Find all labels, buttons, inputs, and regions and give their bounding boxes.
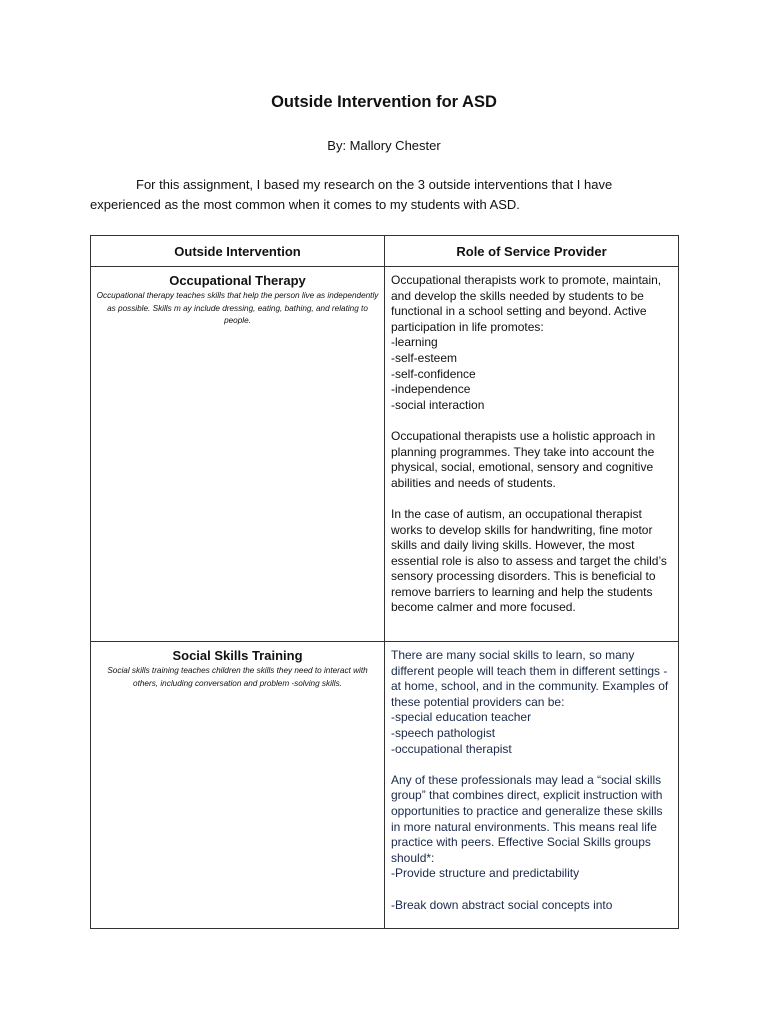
role-list-item: -Provide structure and predictability	[391, 866, 580, 881]
role-text: Occupational therapists use a holistic approach in planning programmes. They take into account the physical, social, emotional, sensory and cognitive abilities and needs of students.	[391, 428, 656, 490]
paragraph-gap	[391, 413, 672, 429]
intervention-name: Social Skills Training	[172, 648, 303, 663]
role-cell	[385, 267, 679, 642]
interventions-table	[90, 235, 679, 929]
table-header-row	[91, 236, 679, 267]
header-role-of-service-provider: Role of Service Provider	[385, 236, 679, 267]
intervention-description: Social skills training teaches children the skills they need to interact with others, including conversation and problem -solving skills.	[107, 666, 368, 688]
role-list-item: -Break down abstract social concepts into	[391, 897, 613, 912]
role-text: Any of these professionals may lead a “social skills group” that combines direct, explicit instruction with opportunities to practice and generalize these skills in more natural environments. This means real life practice with peers. Effective Social Skills groups should*:	[391, 772, 663, 865]
role-text: In the case of autism, an occupational therapist works to develop skills for handwriting, fine motor skills and daily living skills. However, the most essential role is also to assess and target the child’s sensory processing disorders. This is beneficial to remove barriers to learning and help the students become calmer and more focused.	[391, 506, 667, 615]
role-text: Occupational therapists work to promote, maintain, and develop the skills needed by students to be functional in a school setting and beyond. Active participation in life promotes:	[391, 273, 662, 334]
intervention-cell	[91, 267, 385, 642]
table-row	[91, 267, 679, 642]
role-list-item: -independence	[391, 382, 471, 397]
table-row	[91, 642, 679, 929]
header-outside-intervention: Outside Intervention	[91, 236, 385, 267]
document-author: By: Mallory Chester	[327, 138, 441, 153]
paragraph-gap	[391, 757, 672, 773]
role-list-item: -occupational therapist	[391, 741, 512, 756]
role-list-item: -speech pathologist	[391, 725, 496, 740]
role-list-item: -learning	[391, 335, 438, 350]
paragraph-gap	[391, 882, 672, 898]
paragraph-gap	[391, 491, 672, 507]
role-text: There are many social skills to learn, so many different people will teach them in different settings - at home, school, and in the community. Examples of these potential providers can be:	[391, 648, 669, 709]
intervention-cell	[91, 642, 385, 929]
document-title: Outside Intervention for ASD	[271, 93, 497, 111]
role-list-item: -special education teacher	[391, 710, 532, 725]
role-cell	[385, 642, 679, 929]
role-list-item: -social interaction	[391, 397, 485, 412]
role-list-item: -self-confidence	[391, 366, 476, 381]
role-list-item: -self-esteem	[391, 350, 458, 365]
intro-paragraph: For this assignment, I based my research on the 3 outside interventions that I have experienced as the most common when it comes to my students with ASD.	[90, 177, 613, 212]
intervention-description: Occupational therapy teaches skills that help the person live as independently as possible. Skills m ay include dressing, eating, bathing, and relating to people.	[96, 291, 379, 325]
intervention-name: Occupational Therapy	[169, 273, 306, 288]
